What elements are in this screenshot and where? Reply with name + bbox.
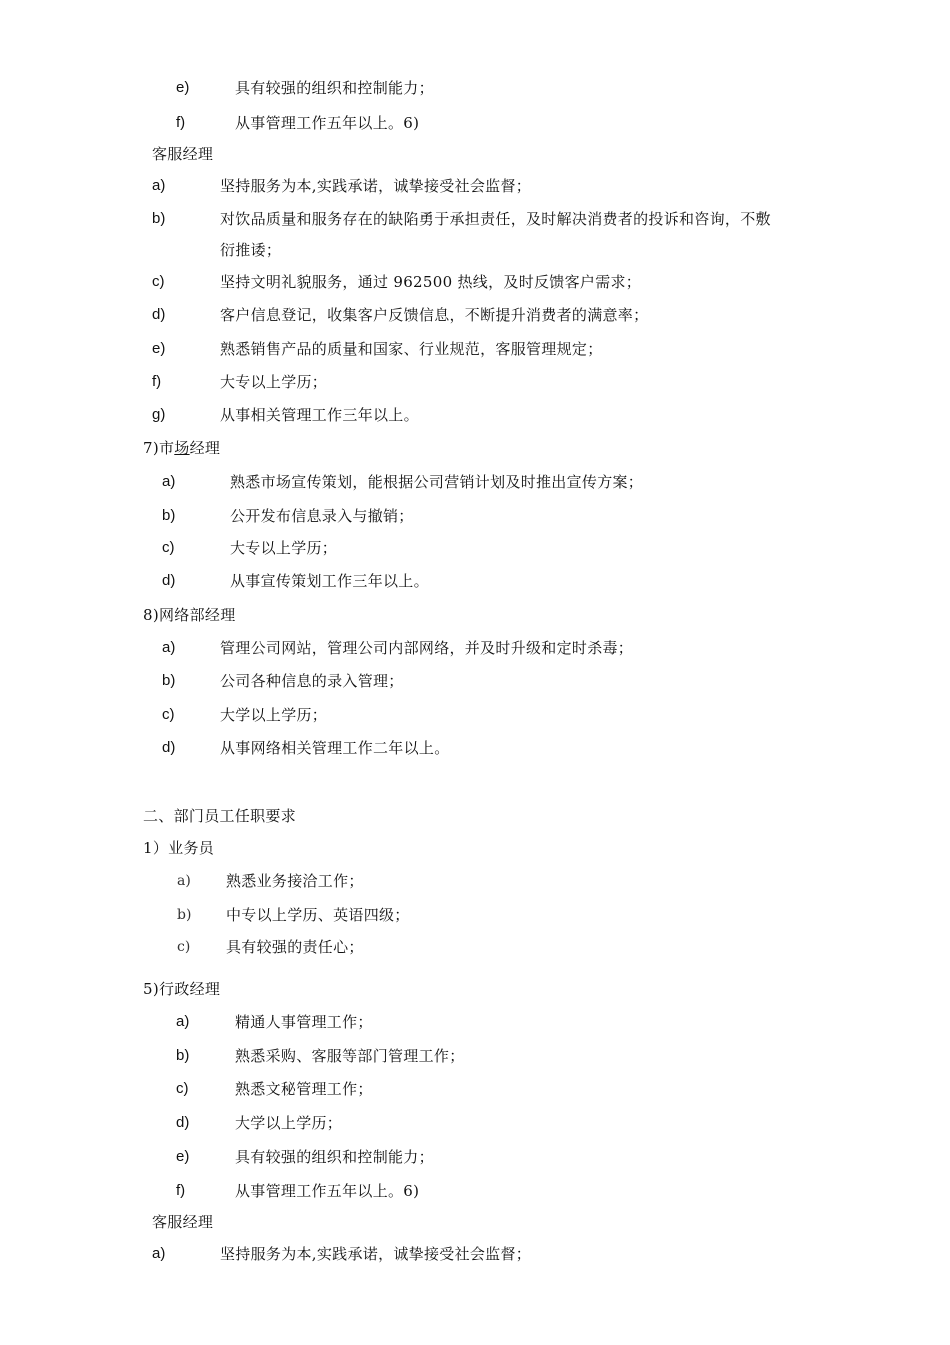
- list-label: a): [162, 473, 176, 490]
- list-label: e): [176, 1148, 190, 1165]
- list-item-text: 熟悉市场宣传策划，能根据公司营销计划及时推出宣传方案；: [230, 473, 644, 491]
- list-item-text: 对饮品质量和服务存在的缺陷勇于承担责任，及时解决消费者的投诉和咨询，不敷: [220, 210, 771, 228]
- list-label: d): [162, 572, 176, 589]
- list-label: b): [176, 1047, 190, 1064]
- list-item-text: 熟悉文秘管理工作；: [235, 1080, 373, 1098]
- list-item-text: 管理公司网站，管理公司内部网络，并及时升级和定时杀毒；: [220, 639, 634, 657]
- section-heading-market: 7)市场经理: [143, 439, 221, 457]
- section-heading-network: 8)网络部经理: [143, 606, 236, 624]
- list-item-text: 从事管理工作五年以上。6): [235, 114, 420, 132]
- list-item-text: 大专以上学历；: [220, 373, 328, 391]
- list-label: c): [162, 539, 175, 556]
- list-item-text: 大专以上学历；: [230, 539, 338, 557]
- list-item-text: 公开发布信息录入与撤销；: [230, 507, 414, 525]
- section-heading-kefu-2: 客服经理: [152, 1213, 214, 1231]
- list-label: d): [152, 306, 166, 323]
- list-label: a): [152, 177, 166, 194]
- list-item-text-continued: 衍推诿；: [220, 241, 282, 259]
- list-label: b): [152, 210, 166, 227]
- list-label: c): [176, 1080, 189, 1097]
- list-label: b): [162, 507, 176, 524]
- list-label: d): [176, 1114, 190, 1131]
- list-item-text: 坚持文明礼貌服务，通过 962500 热线，及时反馈客户需求；: [220, 273, 642, 291]
- list-label: d): [162, 739, 176, 756]
- list-item-text: 从事管理工作五年以上。6): [235, 1182, 420, 1200]
- list-item-text: 从事网络相关管理工作二年以上。: [220, 739, 450, 757]
- list-label: g): [152, 406, 166, 423]
- list-item-text: 中专以上学历、英语四级；: [226, 906, 410, 924]
- list-item-text: 大学以上学历；: [235, 1114, 343, 1132]
- list-item-text: 大学以上学历；: [220, 706, 328, 724]
- list-label: c): [162, 706, 175, 723]
- list-item-text: 公司各种信息的录入管理；: [220, 672, 404, 690]
- list-item-text: 具有较强的责任心；: [226, 938, 364, 956]
- list-item-text: 具有较强的组织和控制能力；: [235, 1148, 434, 1166]
- list-label: b): [162, 672, 176, 689]
- list-item-text: 坚持服务为本,实践承诺，诚挚接受社会监督；: [220, 177, 532, 195]
- list-item-text: 从事宣传策划工作三年以上。: [230, 572, 429, 590]
- list-label: f): [176, 1182, 186, 1199]
- list-item-text: 客户信息登记，收集客户反馈信息，不断提升消费者的满意率；: [220, 306, 649, 324]
- list-label: e): [176, 79, 190, 96]
- list-item-text: 熟悉采购、客服等部门管理工作；: [235, 1047, 465, 1065]
- list-item-text: 具有较强的组织和控制能力；: [235, 79, 434, 97]
- list-label: a): [177, 873, 191, 889]
- list-label: a): [162, 639, 176, 656]
- sub-heading-salesperson: 1）业务员: [143, 839, 215, 857]
- list-label: e): [152, 340, 166, 357]
- list-item-text: 熟悉销售产品的质量和国家、行业规范，客服管理规定；: [220, 340, 603, 358]
- list-label: a): [152, 1245, 166, 1262]
- section-heading-admin: 5)行政经理: [143, 980, 221, 998]
- list-item-text: 从事相关管理工作三年以上。: [220, 406, 419, 424]
- list-label: f): [176, 114, 186, 131]
- section-heading-staff: 二、部门员工任职要求: [143, 807, 297, 825]
- list-item-text: 熟悉业务接洽工作；: [226, 872, 364, 890]
- list-label: c): [177, 939, 191, 955]
- list-item-text: 坚持服务为本,实践承诺，诚挚接受社会监督；: [220, 1245, 532, 1263]
- section-heading-kefu: 客服经理: [152, 145, 214, 163]
- list-label: a): [176, 1013, 190, 1030]
- list-label: c): [152, 273, 165, 290]
- list-label: f): [152, 373, 162, 390]
- list-label: b): [177, 907, 192, 923]
- list-item-text: 精通人事管理工作；: [235, 1013, 373, 1031]
